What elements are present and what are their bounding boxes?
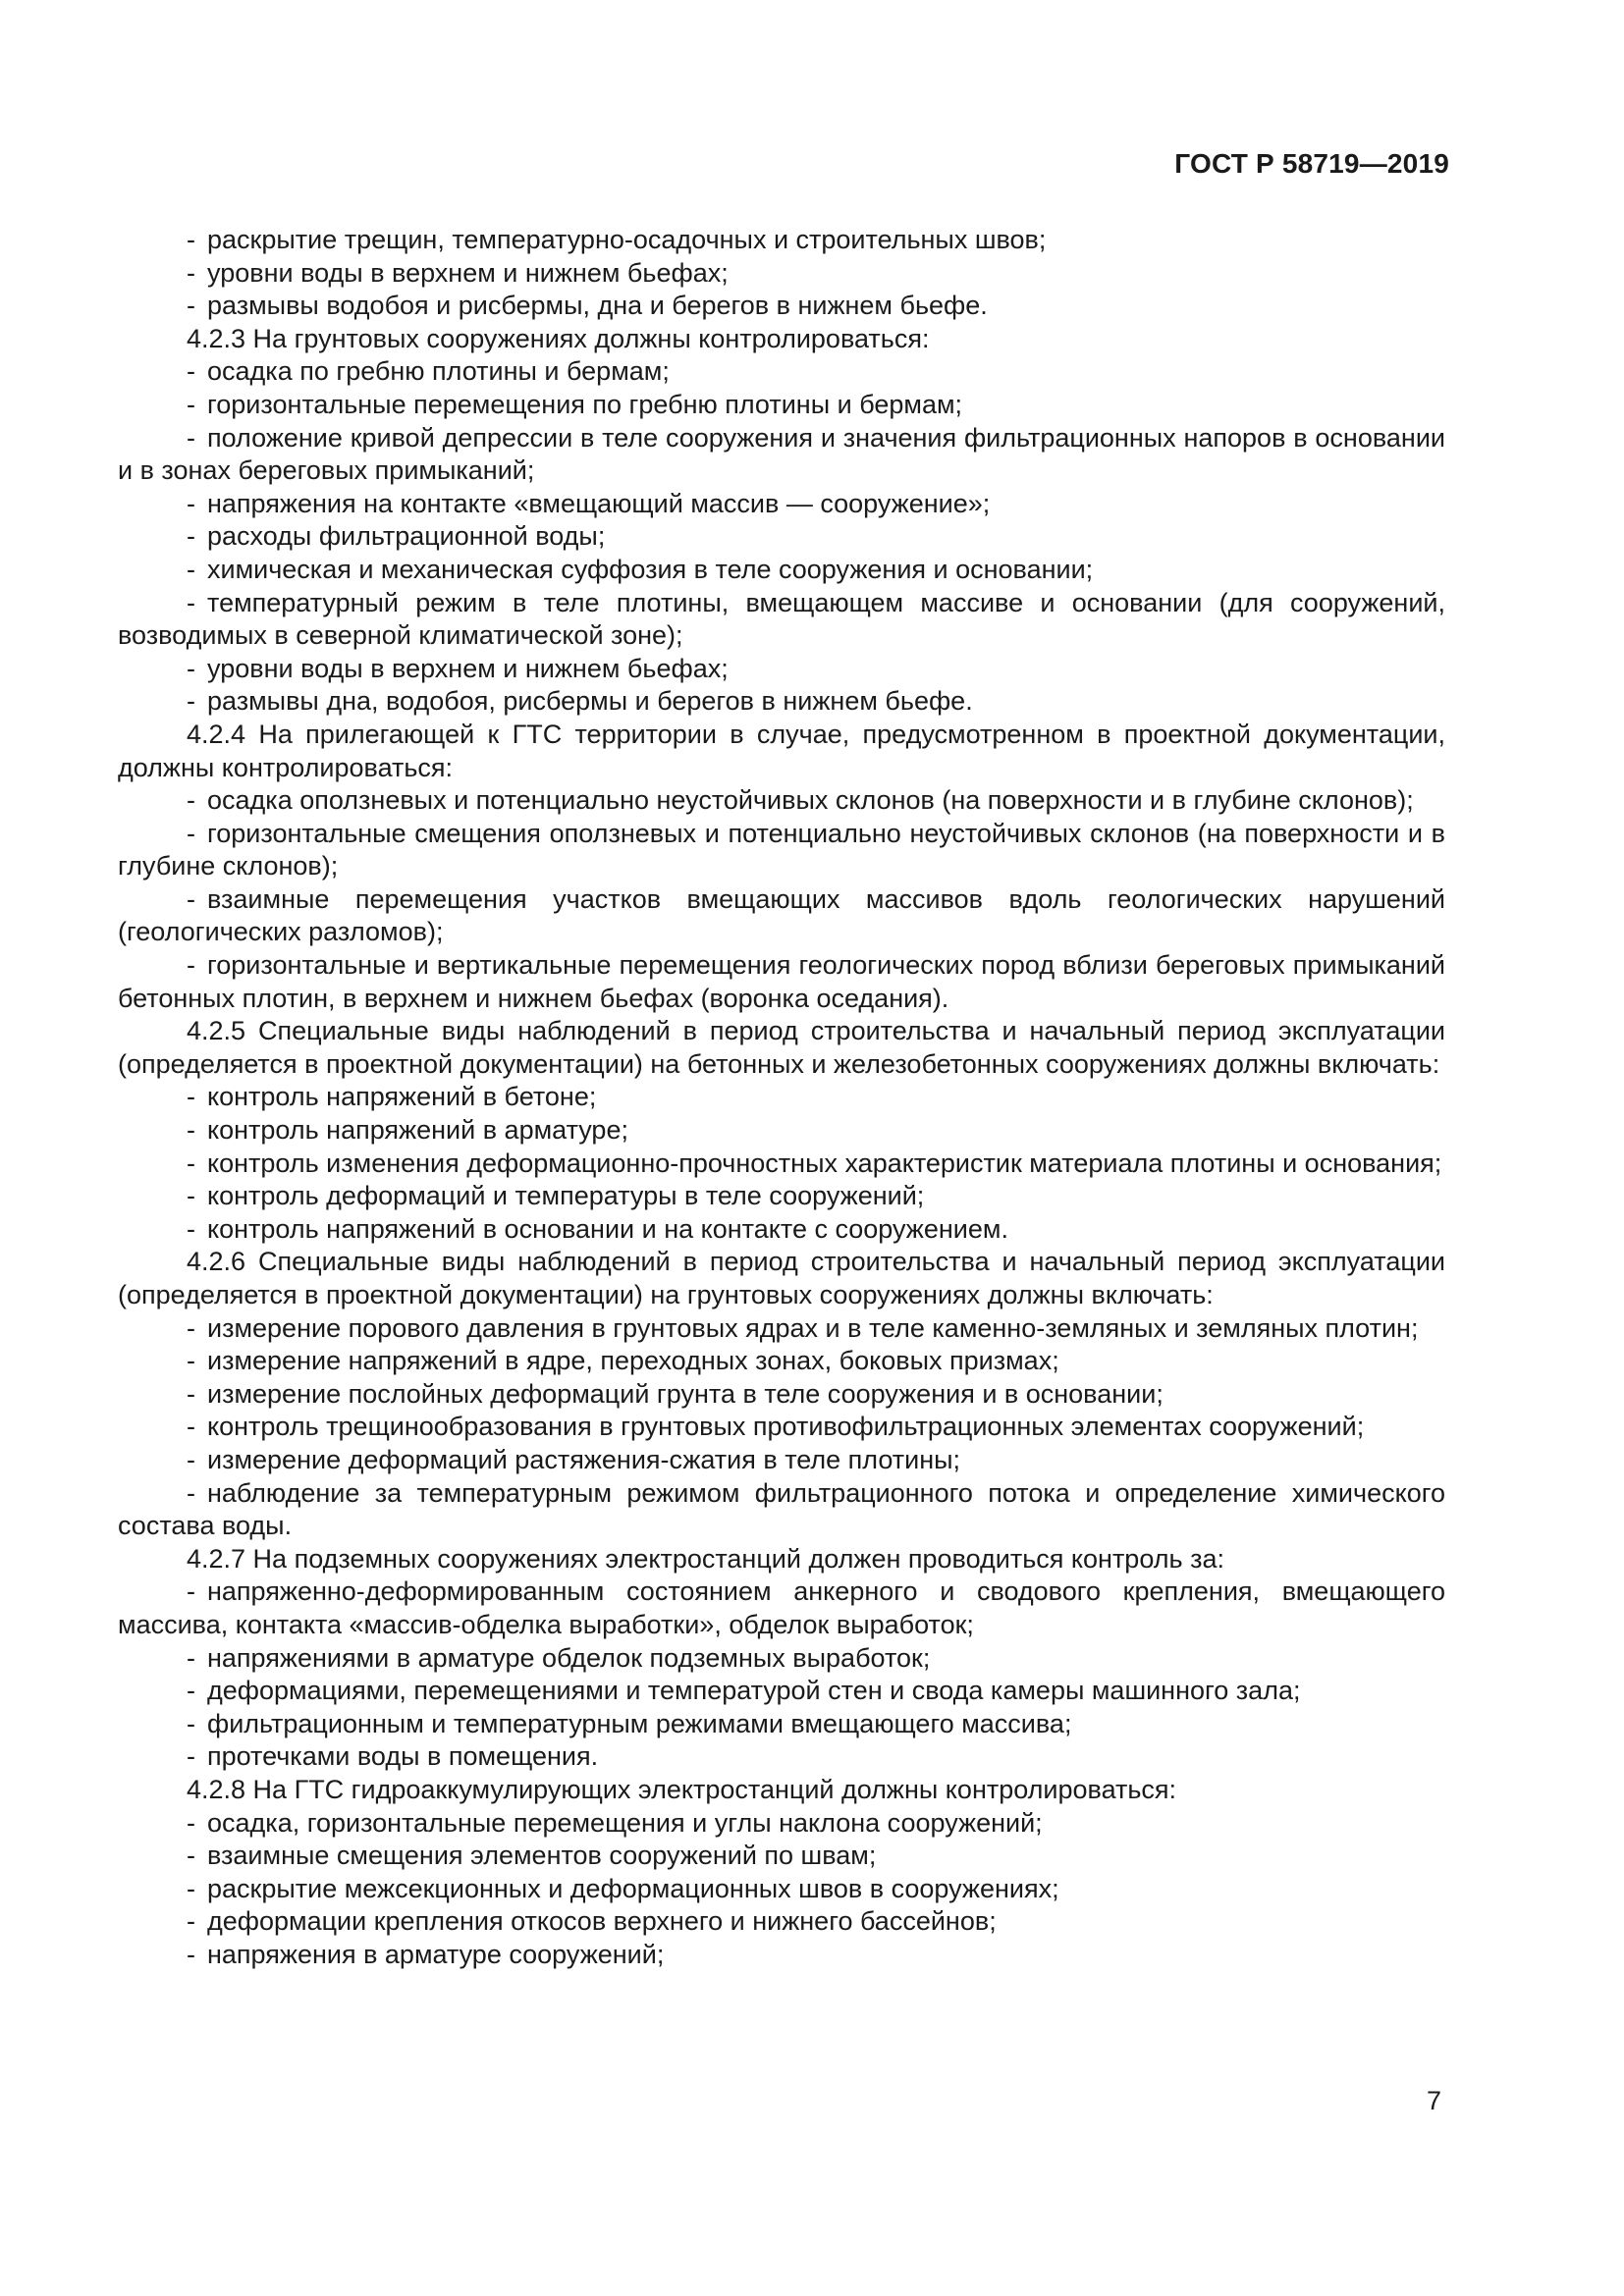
paragraph-text: раскрытие межсекционных и деформационных швов в сооружениях;	[207, 1873, 1059, 1903]
list-dash: -	[187, 1082, 195, 1112]
list-item	[118, 653, 1445, 686]
list-item	[118, 1213, 1445, 1247]
clause-paragraph	[118, 323, 1445, 356]
list-item	[118, 1575, 1445, 1641]
list-item	[118, 883, 1445, 949]
paragraph-text: расходы фильтрационной воды;	[207, 521, 606, 552]
list-dash: -	[187, 1741, 195, 1772]
list-item	[118, 949, 1445, 1015]
paragraph-text: 4.2.7 На подземных сооружениях электростанций должен проводиться контроль за:	[187, 1543, 1224, 1574]
list-dash: -	[187, 1378, 195, 1409]
list-item	[118, 1081, 1445, 1114]
list-dash: -	[187, 1312, 195, 1343]
list-dash: -	[187, 785, 195, 816]
list-dash: -	[187, 1939, 195, 1969]
list-dash: -	[187, 257, 195, 288]
list-dash: -	[187, 1115, 195, 1146]
list-item	[118, 1114, 1445, 1148]
list-item	[118, 422, 1445, 488]
list-dash: -	[187, 1444, 195, 1474]
list-dash: -	[187, 1213, 195, 1244]
paragraph-text: взаимные смещения элементов сооружений по швам;	[207, 1841, 877, 1871]
paragraph-text: осадка, горизонтальные перемещения и углы наклона сооружений;	[207, 1807, 1043, 1838]
list-dash: -	[187, 1807, 195, 1838]
list-dash: -	[187, 1873, 195, 1903]
list-dash: -	[187, 291, 195, 321]
list-dash: -	[187, 1181, 195, 1211]
paragraph-text: уровни воды в верхнем и нижнем бьефах;	[207, 653, 729, 683]
list-dash: -	[187, 818, 195, 848]
list-dash: -	[187, 653, 195, 683]
paragraph-text: измерение послойных деформаций грунта в теле сооружения и в основании;	[207, 1378, 1164, 1409]
list-item	[118, 290, 1445, 323]
list-dash: -	[187, 356, 195, 387]
list-dash: -	[187, 1676, 195, 1706]
paragraph-text: контроль трещинообразования в грунтовых противофильтрационных элементах сооружений;	[207, 1412, 1365, 1442]
paragraph-text: контроль деформаций и температуры в теле сооружений;	[207, 1181, 925, 1211]
paragraph-text: химическая и механическая суффозия в теле сооружения и основании;	[207, 554, 1094, 584]
paragraph-text: контроль изменения деформационно-прочностных характеристик материала плотины и основания;	[207, 1148, 1442, 1178]
paragraph-text: фильтрационным и температурным режимами вмещающего массива;	[207, 1708, 1072, 1738]
list-dash: -	[187, 587, 195, 617]
list-dash: -	[187, 1576, 195, 1607]
list-dash: -	[187, 225, 195, 254]
list-item	[118, 488, 1445, 521]
list-item	[118, 1939, 1445, 1972]
paragraph-text: измерение напряжений в ядре, переходных зонах, боковых призмах;	[207, 1346, 1059, 1376]
list-item	[118, 1378, 1445, 1412]
clause-paragraph	[118, 1246, 1445, 1311]
list-item	[118, 520, 1445, 554]
paragraph-text: осадка по гребню плотины и бермам;	[207, 356, 670, 387]
clause-paragraph	[118, 1015, 1445, 1081]
paragraph-text: напряжениями в арматуре обделок подземных выработок;	[207, 1642, 931, 1673]
paragraph-text: контроль напряжений в основании и на контакте с сооружением.	[207, 1213, 1008, 1244]
paragraph-text: контроль напряжений в бетоне;	[207, 1082, 597, 1112]
list-dash: -	[187, 1708, 195, 1738]
paragraph-text: 4.2.5 Специальные виды наблюдений в период строительства и начальный период эксплуатации (определяется в проектной документации) на бетонных и железобетонных сооружениях должны включать:	[118, 1016, 1445, 1079]
list-item	[118, 587, 1445, 653]
paragraph-text: напряженно-деформированным состоянием анкерного и сводового крепления, вмещающего массива, контакта «массив-обделка выработки», обделок выработок;	[118, 1576, 1445, 1639]
list-dash: -	[187, 1148, 195, 1178]
paragraph-text: 4.2.3 На грунтовых сооружениях должны контролироваться:	[187, 323, 930, 353]
list-item	[118, 1740, 1445, 1774]
list-item	[118, 257, 1445, 291]
list-item	[118, 1180, 1445, 1213]
list-item	[118, 1675, 1445, 1708]
list-item	[118, 1708, 1445, 1741]
list-dash: -	[187, 1477, 195, 1508]
paragraph-text: деформации крепления откосов верхнего и нижнего бассейнов;	[207, 1906, 997, 1937]
list-item	[118, 1444, 1445, 1477]
clause-paragraph	[118, 719, 1445, 784]
standard-header: ГОСТ Р 58719—2019	[1174, 148, 1449, 179]
list-item	[118, 1840, 1445, 1873]
paragraph-text: контроль напряжений в арматуре;	[207, 1115, 628, 1146]
list-dash: -	[187, 1642, 195, 1673]
list-item	[118, 355, 1445, 389]
list-item	[118, 685, 1445, 719]
paragraph-text: размывы водобоя и рисбермы, дна и берегов в нижнем бьефе.	[207, 291, 988, 321]
list-dash: -	[187, 1906, 195, 1937]
list-item	[118, 1873, 1445, 1906]
paragraph-text: температурный режим в теле плотины, вмещающем массиве и основании (для сооружений, возводимых в северной климатической зоне);	[118, 587, 1445, 651]
list-dash: -	[187, 686, 195, 717]
list-dash: -	[187, 422, 195, 453]
paragraph-text: измерение деформаций растяжения-сжатия в теле плотины;	[207, 1444, 961, 1474]
list-item	[118, 1312, 1445, 1346]
list-dash: -	[187, 1412, 195, 1442]
body-text	[118, 224, 1445, 1971]
list-item	[118, 784, 1445, 818]
clause-paragraph	[118, 1543, 1445, 1576]
list-dash: -	[187, 883, 195, 914]
paragraph-text: протечками воды в помещения.	[207, 1741, 599, 1772]
list-item	[118, 818, 1445, 883]
paragraph-text: напряжения в арматуре сооружений;	[207, 1939, 665, 1969]
list-item	[118, 1807, 1445, 1841]
list-item	[118, 1642, 1445, 1676]
paragraph-text: положение кривой депрессии в теле сооружения и значения фильтрационных напоров в основании и в зонах береговых примыканий;	[118, 422, 1445, 486]
clause-paragraph	[118, 1774, 1445, 1807]
list-dash: -	[187, 1346, 195, 1376]
paragraph-text: раскрытие трещин, температурно-осадочных и строительных швов;	[207, 225, 1047, 254]
paragraph-text: 4.2.4 На прилегающей к ГТС территории в случае, предусмотренном в проектной документации, должны контролироваться:	[118, 719, 1445, 782]
paragraph-text: 4.2.6 Специальные виды наблюдений в период строительства и начальный период эксплуатации (определяется в проектной документации) на грунтовых сооружениях должны включать:	[118, 1247, 1445, 1309]
list-dash: -	[187, 488, 195, 518]
paragraph-text: горизонтальные перемещения по гребню плотины и бермам;	[207, 389, 963, 419]
paragraph-text: уровни воды в верхнем и нижнем бьефах;	[207, 257, 729, 288]
list-dash: -	[187, 554, 195, 584]
list-item	[118, 1411, 1445, 1444]
list-item	[118, 1477, 1445, 1543]
paragraph-text: напряжения на контакте «вмещающий массив — сооружение»;	[207, 488, 991, 518]
list-dash: -	[187, 521, 195, 552]
paragraph-text: горизонтальные и вертикальные перемещения геологических пород вблизи береговых примыканий бетонных плотин, в верхнем и нижнем бьефах (воронка оседания).	[118, 950, 1445, 1013]
paragraph-text: деформациями, перемещениями и температурой стен и свода камеры машинного зала;	[207, 1676, 1301, 1706]
list-item	[118, 554, 1445, 587]
list-item	[118, 1905, 1445, 1939]
page-number: 7	[1426, 2086, 1441, 2115]
paragraph-text: горизонтальные смещения оползневых и потенциально неустойчивых склонов (на поверхности и в глубине склонов);	[118, 818, 1445, 881]
list-dash: -	[187, 950, 195, 981]
list-item	[118, 1148, 1445, 1181]
list-item	[118, 224, 1445, 257]
paragraph-text: осадка оползневых и потенциально неустойчивых склонов (на поверхности и в глубине склонов);	[207, 785, 1414, 816]
paragraph-text: взаимные перемещения участков вмещающих массивов вдоль геологических нарушений (геологических разломов);	[118, 883, 1445, 947]
paragraph-text: измерение порового давления в грунтовых ядрах и в теле каменно-земляных и земляных плотин;	[207, 1312, 1419, 1343]
list-dash: -	[187, 1841, 195, 1871]
paragraph-text: размывы дна, водобоя, рисбермы и берегов в нижнем бьефе.	[207, 686, 973, 717]
paragraph-text: наблюдение за температурным режимом фильтрационного потока и определение химического состава воды.	[118, 1477, 1445, 1541]
list-item	[118, 389, 1445, 422]
list-dash: -	[187, 389, 195, 419]
paragraph-text: 4.2.8 На ГТС гидроаккумулирующих электростанций должны контролироваться:	[187, 1774, 1177, 1804]
list-item	[118, 1345, 1445, 1378]
